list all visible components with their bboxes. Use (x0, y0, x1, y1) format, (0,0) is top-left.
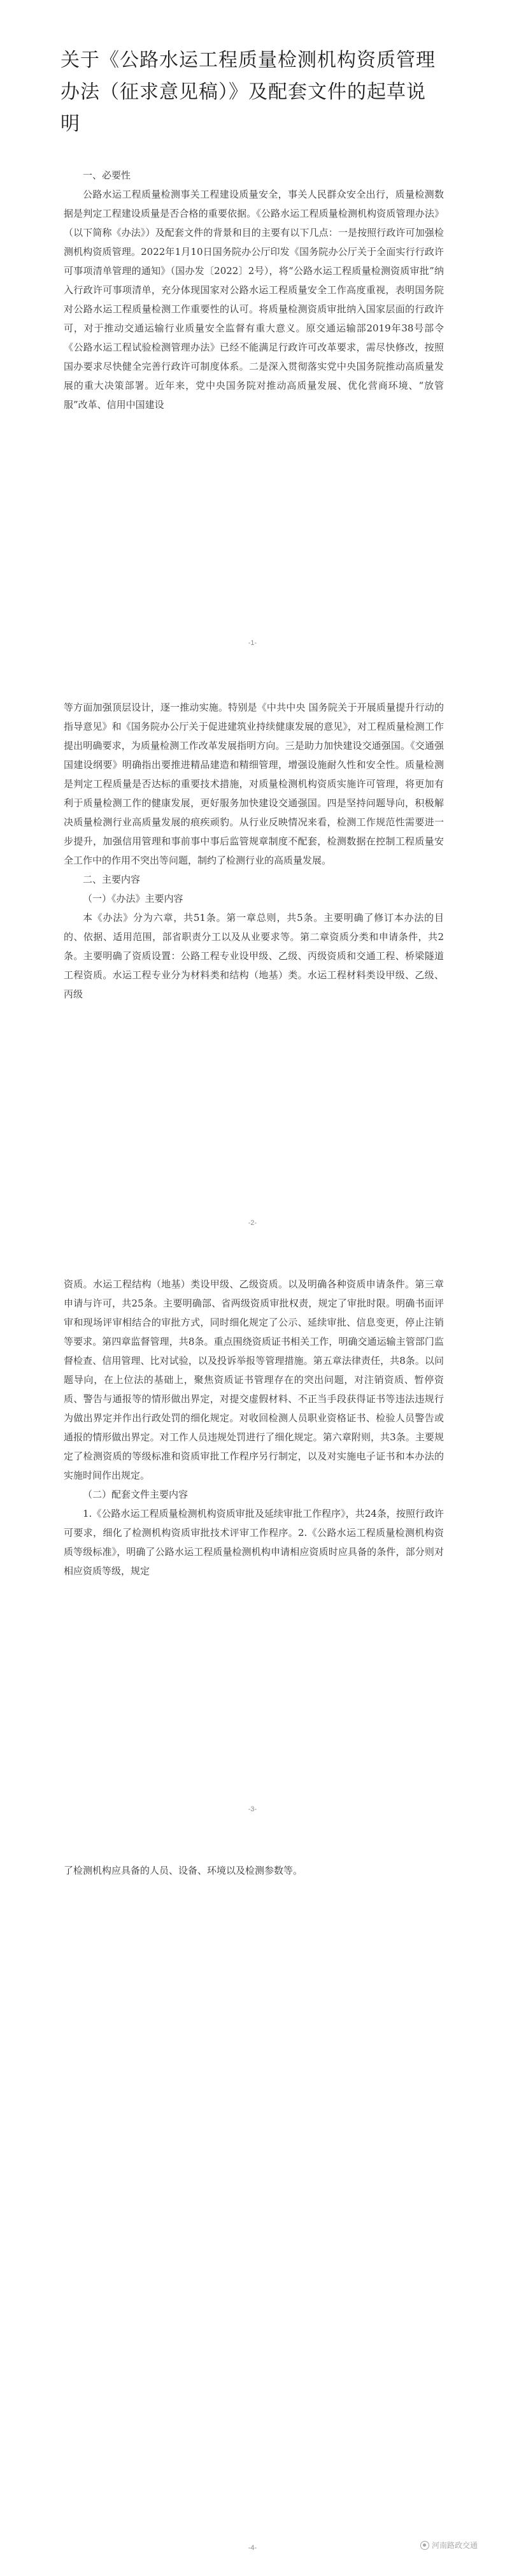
section-heading-main-content: 二、主要内容 (83, 874, 141, 885)
body-paragraph: 本《办法》分为六章，共51条。第一章总则，共5条。主要明确了修订本办法的目的、依据、适用范围，部省职责分工以及从业要求等。第二章资质分类和申请条件，共2条。主要明确了资质设置：公路工程专业设甲级、乙级、丙级资质和交通工程、桥梁隧道工程资质。水运工程专业分为材料类和结构（地基）类。水运工程材料类设甲级、乙级、丙级 (64, 912, 444, 1000)
page-2-body (64, 698, 444, 1004)
watermark-text: 河南路政交通 (432, 2541, 478, 2550)
body-paragraph: 1.《公路水运工程质量检测机构资质审批及延续审批工作程序》，共24条，按照行政许可要求，细化了检测机构资质审批技术评审工作程序。2.《公路水运工程质量检测机构资质等级标准》，明确了公路水运工程质量检测机构申请相应资质时应具备的条件，部分则对相应资质等级，规定 (64, 1508, 444, 1577)
page-number: -3- (248, 1805, 257, 1813)
body-paragraph: 公路水运工程质量检测事关工程建设质量安全，事关人民群众安全出行，质量检测数据是判定工程建设质量是否合格的重要依据。《公路水运工程质量检测机构资质管理办法》（以下简称《办法》）及配套文件的背景和目的主要有以下几点：一是按照行政许可加强检测机构资质管理。2022年1月10日国务院办公厅印发《国务院办公厅关于全面实行行政许可事项清单管理的通知》（国办发〔2022〕2号），将“公路水运工程质量检测资质审批”纳入行政许可事项清单，充分体现国家对公路水运工程质量安全工作高度重视，表明国务院对公路水运工程质量检测工作重要性的认可。将质量检测资质审批纳入国家层面的行政许可，对于推动交通运输行业质量安全监督有重大意义。原交通运输部2019年38号部令《公路水运工程试验检测管理办法》已经不能满足行政许可改革要求，需尽快修改，按照国办要求尽快健全完善行政许可制度体系。二是深入贯彻落实党中央国务院推动高质量发展的重大决策部署。近年来，党中央国务院对推动高质量发展、优化营商环境、“放管服”改革、信用中国建设 (64, 189, 444, 410)
section-heading-necessity: 一、必要性 (83, 170, 131, 181)
page-number: -2- (248, 1219, 257, 1227)
watermark-logo-icon (420, 2541, 429, 2550)
subsection-heading-measures: （一）《办法》主要内容 (83, 893, 183, 904)
body-paragraph: 资质。水运工程结构（地基）类设甲级、乙级资质。以及明确各种资质申请条件。第三章申请与许可，共25条。主要明确部、省两级资质审批权责，规定了审批时限。明确书面评审和现场评审相结合的审批方式，同时细化规定了公示、延续审批、信息变更，停止注销等要求。第四章监督管理，共8条。重点围绕资质证书相关工作，明确交通运输主管部门监督检查、信用管理、比对试验，以及投诉举报等管理措施。第五章法律责任，共8条。以问题导向，在上位法的基础上，聚焦资质证书管理存在的突出问题，对注销资质、暂停资质、警告与通报等的情形做出界定，对提交虚假材料、不正当手段获得证书等违法违规行为做出界定并作出行政处罚的细化规定。对收回检测人员职业资格证书、检验人员警告或通报的情形做出界定。对工作人员违规处罚进行了细化规定。第六章附则，共3条。主要规定了检测资质的等级标准和资质审批工作程序另行制定，以及对实施电子证书和本办法的实施时间作出规定。 (64, 1278, 444, 1481)
watermark (420, 2540, 478, 2551)
subsection-heading-supporting-docs: （二）配套文件主要内容 (83, 1489, 188, 1500)
body-paragraph: 等方面加强顶层设计，逐一推动实施。特别是《中共中央 国务院关于开展质量提升行动的指导意见》和《国务院办公厅关于促进建筑业持续健康发展的意见》，对工程质量检测工作提出明确要求，为质量检测工作改革发展指明方向。三是助力加快建设交通强国。《交通强国建设纲要》明确指出要推进精品建造和精细管理，增强设施耐久性和安全性。质量检测是判定工程质量是否达标的重要技术措施，对质量检测机构资质实施许可管理，将更加有利于质量检测工作的健康发展，更好服务加快建设交通强国。四是坚持问题导向，积极解决质量检测行业高质量发展的痕疾顽豹。从行业反映情况来看，检测工作规范性需要进一步提升，加强信用管理和事前事中事后监管规章制度不配套，检测数据在控制工程质量安全工作中的作用不突出等问题，制约了检测行业的高质量发展。 (64, 702, 444, 866)
page-number: -1- (248, 639, 257, 647)
page-3-body (64, 1275, 444, 1581)
document-title: 关于《公路水运工程质量检测机构资质管理办法（征求意见稿）》及配套文件的起草说明 (60, 49, 436, 135)
body-paragraph: 了检测机构应具备的人员、设备、环境以及检测参数等。 (64, 1865, 303, 1876)
page-1-body (64, 166, 444, 414)
page-4-body (64, 1861, 444, 1880)
page-number: -4- (248, 2544, 257, 2552)
